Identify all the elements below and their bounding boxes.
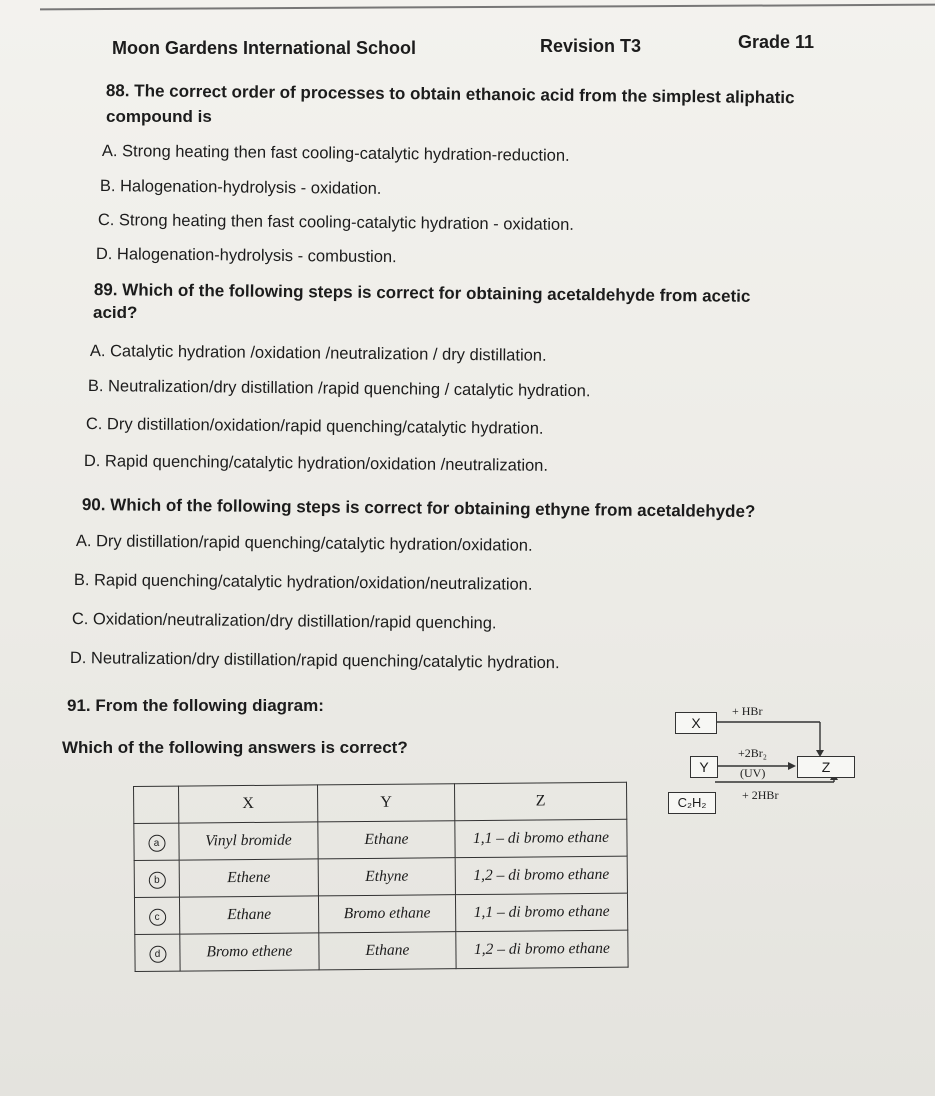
circled-letter-b: b	[148, 871, 165, 888]
circled-letter-d: d	[149, 945, 166, 962]
q90-option-c: C. Oxidation/neutralization/dry distillation/rapid quenching.	[71, 609, 497, 633]
q88-option-c: C. Strong heating then fast cooling-catalytic hydration - oxidation.	[97, 210, 574, 234]
cell-y: Bromo ethane	[318, 895, 455, 933]
diagram-y-box: Y	[690, 756, 718, 778]
uv-label: (UV)	[740, 766, 766, 780]
answer-table	[133, 782, 629, 972]
q89-option-d: D. Rapid quenching/catalytic hydration/oxidation /neutralization.	[83, 451, 549, 475]
q89-option-c: C. Dry distillation/oxidation/rapid quenching/catalytic hydration.	[85, 414, 544, 438]
diagram-c2h2-box: C₂H₂	[668, 792, 716, 814]
table-row	[134, 856, 627, 897]
school-name: Moon Gardens International School	[112, 38, 417, 58]
cell-z: 1,1 – di bromo ethane	[455, 819, 627, 857]
table-row	[134, 893, 627, 934]
q89-stem-line2: acid?	[93, 303, 138, 322]
cell-y: Ethyne	[318, 858, 455, 896]
q88-option-b: B. Halogenation-hydrolysis - oxidation.	[99, 176, 382, 198]
row-mark[interactable]	[134, 897, 179, 934]
cell-x: Ethane	[179, 896, 318, 934]
circled-letter-a: a	[148, 834, 165, 851]
header-y: Y	[317, 784, 454, 822]
diagram-x-box: X	[675, 712, 717, 734]
q88-option-a: A. Strong heating then fast cooling-catalytic hydration-reduction.	[101, 141, 570, 165]
table-row	[134, 819, 627, 860]
cell-x: Ethene	[179, 859, 318, 897]
hbr-bottom-label: + 2HBr	[742, 788, 779, 802]
hbr-top-label: + HBr	[732, 704, 763, 718]
q89-option-b: B. Neutralization/dry distillation /rapid quenching / catalytic hydration.	[87, 376, 591, 401]
cell-z: 1,1 – di bromo ethane	[455, 893, 627, 931]
header-x: X	[179, 785, 318, 823]
q90-option-d: D. Neutralization/dry distillation/rapid quenching/catalytic hydration.	[69, 648, 560, 673]
q89-option-a: A. Catalytic hydration /oxidation /neutralization / dry distillation.	[89, 341, 547, 365]
q88-stem-line1: 88. The correct order of processes to obtain ethanoic acid from the simplest aliphatic	[105, 80, 795, 108]
cell-y: Ethane	[318, 821, 455, 859]
circled-letter-c: c	[149, 908, 166, 925]
q91-subquestion: Which of the following answers is correct?	[62, 738, 408, 757]
cell-z: 1,2 – di bromo ethane	[456, 930, 628, 968]
row-mark[interactable]	[135, 934, 180, 971]
reaction-diagram	[660, 700, 860, 810]
diagram-z-box: Z	[797, 756, 855, 778]
q88-stem-line2: compound is	[106, 107, 212, 126]
cell-z: 1,2 – di bromo ethane	[455, 856, 627, 894]
row-mark[interactable]	[134, 860, 179, 897]
q90-stem: 90. Which of the following steps is correct for obtaining ethyne from acetaldehyde?	[81, 494, 756, 522]
cell-x: Vinyl bromide	[179, 822, 318, 860]
br2-label: +2Br₂	[738, 746, 767, 760]
grade-label: Grade 11	[738, 32, 815, 52]
top-border-line	[40, 4, 935, 11]
cell-y: Ethane	[319, 932, 456, 970]
table-row	[135, 930, 628, 971]
q90-option-a: A. Dry distillation/rapid quenching/catalytic hydration/oxidation.	[75, 531, 533, 555]
q91-stem: 91. From the following diagram:	[67, 696, 324, 715]
table-header-row	[134, 782, 627, 823]
q89-stem-line1: 89. Which of the following steps is correct for obtaining acetaldehyde from acetic	[93, 279, 751, 306]
q88-option-d: D. Halogenation-hydrolysis - combustion.	[95, 244, 397, 267]
row-mark[interactable]	[134, 823, 179, 860]
q90-option-b: B. Rapid quenching/catalytic hydration/oxidation/neutralization.	[73, 570, 533, 594]
header-z: Z	[454, 782, 626, 820]
cell-x: Bromo ethene	[180, 933, 319, 971]
header-mark	[134, 786, 179, 823]
revision-label: Revision T3	[540, 36, 642, 56]
